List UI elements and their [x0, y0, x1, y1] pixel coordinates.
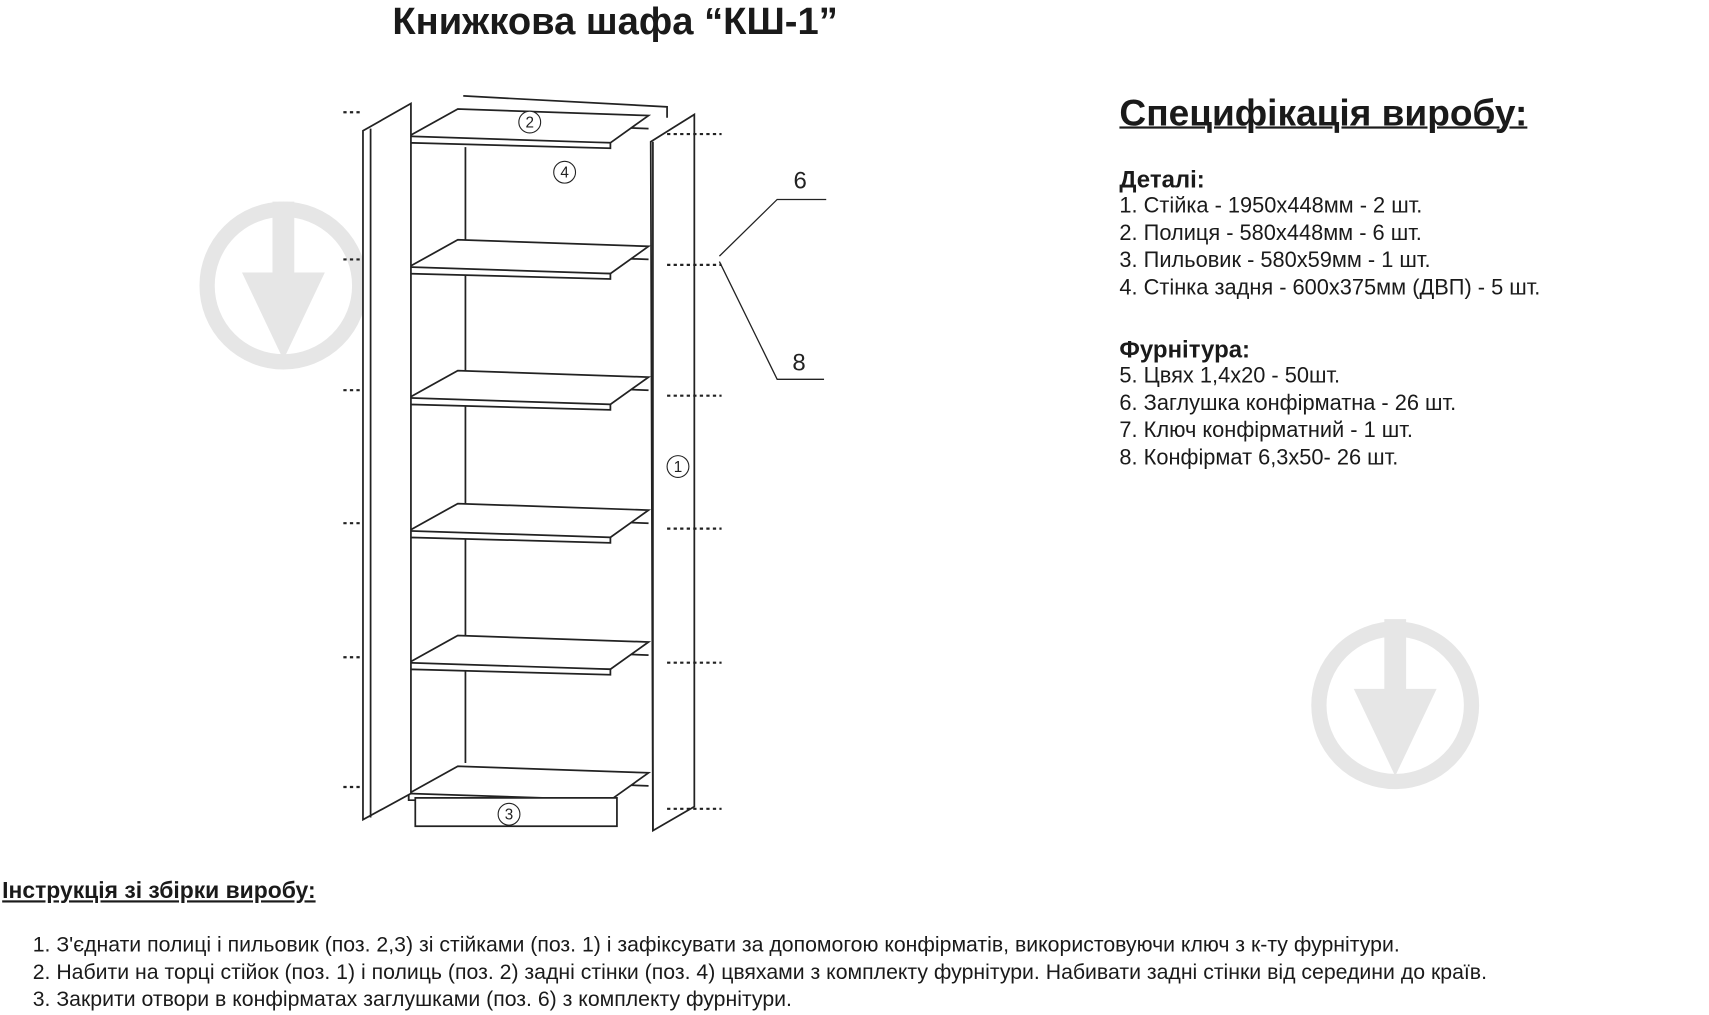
callout-6: 6 — [793, 167, 807, 195]
instruction-step: 2. Набити на торці стійок (поз. 1) і полиць (поз. 2) задні стінки (поз. 4) цвяхами з комплекту фурнітури. Набивати задні стінки від середини до країв. — [32, 960, 1487, 985]
instructions-heading: Інструкція зі збірки виробу: — [2, 878, 316, 904]
hardware-item: 7. Ключ конфірматний - 1 шт. — [1119, 418, 1413, 443]
instructions-steps — [33, 932, 1487, 1014]
callout-1: 1 — [673, 458, 683, 476]
page-title: Книжкова шафа “КШ-1” — [392, 0, 838, 43]
details-list — [1119, 166, 1540, 302]
detail-item: 4. Стінка задня - 600х375мм (ДВП) - 5 шт. — [1119, 275, 1541, 300]
detail-item: 3. Пильовик - 580х59мм - 1 шт. — [1119, 248, 1431, 273]
detail-item: 2. Полиця - 580х448мм - 6 шт. — [1119, 221, 1422, 246]
hardware-item: 5. Цвях 1,4х20 - 50шт. — [1119, 364, 1341, 389]
instruction-step: 3. Закрити отвори в конфірматах заглушками (поз. 6) з комплекту фурнітури. — [32, 987, 792, 1012]
callout-8: 8 — [792, 349, 806, 377]
hardware-list — [1119, 336, 1456, 472]
details-heading: Деталі: — [1119, 165, 1205, 193]
detail-item: 1. Стійка - 1950х448мм - 2 шт. — [1119, 194, 1423, 218]
callout-2: 2 — [525, 114, 534, 132]
instruction-step: 1. З'єднати полиці і пильовик (поз. 2,3) зі стійками (поз. 1) і зафіксувати за допомогою конфірматів, використовуючи ключ з к-ту фурнітури. — [32, 933, 1400, 958]
callout-4: 4 — [560, 164, 569, 182]
hardware-heading: Фурнітура: — [1119, 335, 1251, 363]
hardware-item: 6. Заглушка конфірматна - 26 шт. — [1119, 391, 1457, 416]
hardware-item: 8. Конфірмат 6,3х50- 26 шт. — [1119, 445, 1399, 470]
spec-heading: Специфікація виробу: — [1119, 92, 1528, 135]
callout-3: 3 — [504, 806, 514, 824]
